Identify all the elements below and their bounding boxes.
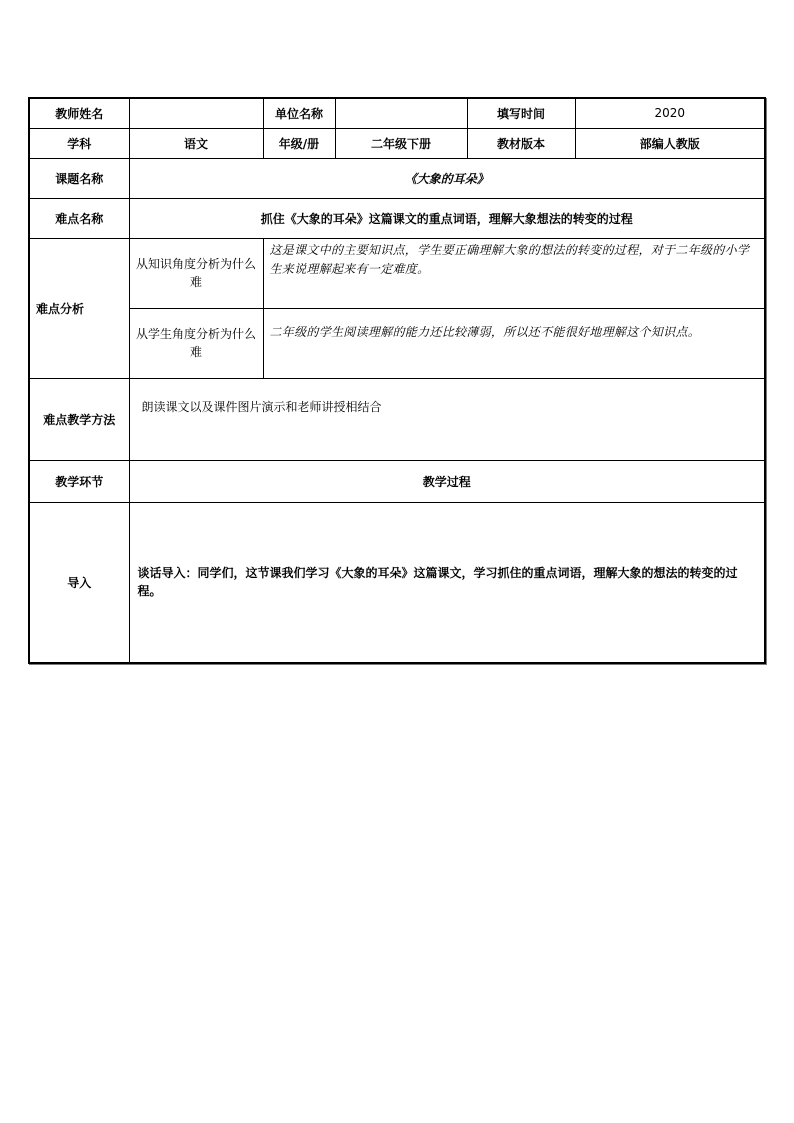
- edition-label: 教材版本: [467, 128, 575, 158]
- difficulty-name-value[interactable]: 抓住《大象的耳朵》这篇课文的重点词语，理解大象想法的转变的过程: [129, 198, 765, 238]
- unit-name-value[interactable]: [335, 98, 467, 128]
- difficulty-row: [29, 198, 765, 238]
- student-angle-label: 从学生角度分析为什么难: [129, 308, 263, 378]
- info-row-1: [29, 98, 765, 128]
- teaching-method-label: 难点教学方法: [29, 378, 129, 460]
- analysis-row-student: [29, 308, 765, 378]
- info-row-2: [29, 128, 765, 158]
- teaching-stage-header: 教学环节: [29, 460, 129, 502]
- lesson-row: [29, 158, 765, 198]
- process-header-row: [29, 460, 765, 502]
- student-angle-text[interactable]: 二年级的学生阅读理解的能力还比较薄弱，所以还不能很好地理解这个知识点。: [263, 308, 765, 378]
- analysis-row-knowledge: [29, 238, 765, 308]
- teaching-process-header: 教学过程: [129, 460, 765, 502]
- lesson-title-value[interactable]: 《大象的耳朵》: [129, 158, 765, 198]
- knowledge-angle-label: 从知识角度分析为什么难: [129, 238, 263, 308]
- grade-value[interactable]: 二年级下册: [335, 128, 467, 158]
- lesson-title-label: 课题名称: [29, 158, 129, 198]
- knowledge-angle-text[interactable]: 这是课文中的主要知识点，学生要正确理解大象的想法的转变的过程，对于二年级的小学生来说理解起来有一定难度。: [263, 238, 765, 308]
- teaching-method-value[interactable]: 朗读课文以及课件图片演示和老师讲授相结合: [129, 378, 765, 460]
- method-row: [29, 378, 765, 460]
- subject-value[interactable]: 语文: [129, 128, 263, 158]
- unit-name-label: 单位名称: [263, 98, 335, 128]
- intro-stage-label: 导入: [29, 502, 129, 663]
- grade-label: 年级/册: [263, 128, 335, 158]
- fill-date-value[interactable]: 2020: [575, 98, 765, 128]
- subject-label: 学科: [29, 128, 129, 158]
- lesson-plan-table: [28, 97, 766, 664]
- fill-date-label: 填写时间: [467, 98, 575, 128]
- teacher-name-label: 教师姓名: [29, 98, 129, 128]
- intro-process-text[interactable]: 谈话导入：同学们，这节课我们学习《大象的耳朵》这篇课文，学习抓住的重点词语，理解大象的想法的转变的过程。: [129, 502, 765, 663]
- intro-row: [29, 502, 765, 663]
- teacher-name-value[interactable]: [129, 98, 263, 128]
- difficulty-analysis-label: 难点分析: [29, 238, 129, 378]
- edition-value[interactable]: 部编人教版: [575, 128, 765, 158]
- difficulty-name-label: 难点名称: [29, 198, 129, 238]
